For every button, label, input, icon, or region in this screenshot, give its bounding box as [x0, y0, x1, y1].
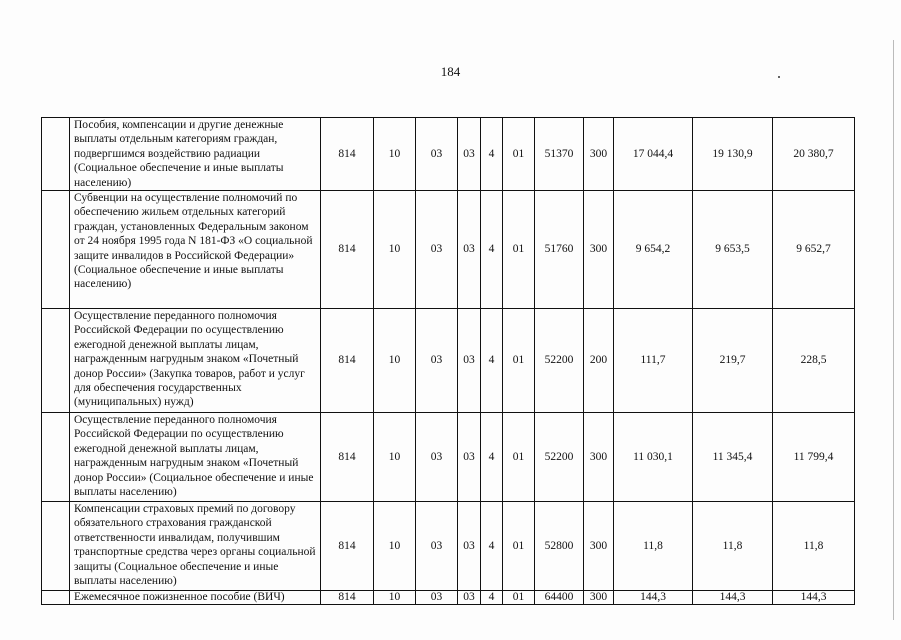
section-cell: 10 — [374, 591, 416, 605]
amount-year1-cell: 111,7 — [614, 309, 693, 413]
amount-year3-cell: 11,8 — [773, 502, 855, 591]
section-cell: 10 — [374, 502, 416, 591]
empty-cell — [42, 191, 70, 309]
subprogram-cell: 01 — [503, 191, 535, 309]
table-row — [42, 591, 855, 605]
expense-type-cell: 300 — [584, 191, 614, 309]
ministry-code-cell: 814 — [321, 591, 374, 605]
subprogram-cell: 01 — [503, 118, 535, 191]
target-item-cell: 64400 — [535, 591, 584, 605]
empty-cell — [42, 413, 70, 502]
program-cell: 03 — [458, 309, 481, 413]
subprogram-cell: 01 — [503, 591, 535, 605]
target-item-cell: 51370 — [535, 118, 584, 191]
subprogram-type-cell: 4 — [481, 191, 503, 309]
amount-year3-cell: 9 652,7 — [773, 191, 855, 309]
description-cell: Осуществление переданного полномочия Российской Федерации по осуществлению ежегодной денежной выплаты лицам, награжденным нагрудным знаком «Почетный донор России» (Закупка товаров, работ и услуг для обеспечения государственных (муниципальных) нужд) — [70, 309, 321, 413]
target-item-cell: 52200 — [535, 413, 584, 502]
description-cell: Компенсации страховых премий по договору обязательного страхования гражданской ответственности инвалидам, получившим транспортные средства через органы социальной защиты (Социальное обеспечение и иные выплаты населению) — [70, 502, 321, 591]
page-number: 184 — [440, 64, 461, 79]
scan-speck — [778, 76, 780, 78]
target-item-cell: 51760 — [535, 191, 584, 309]
scan-edge-line — [893, 40, 894, 620]
program-cell: 03 — [458, 191, 481, 309]
description-cell: Ежемесячное пожизненное пособие (ВИЧ) — [70, 591, 321, 605]
ministry-code-cell: 814 — [321, 502, 374, 591]
amount-year3-cell: 20 380,7 — [773, 118, 855, 191]
subsection-cell: 03 — [416, 502, 458, 591]
amount-year2-cell: 9 653,5 — [693, 191, 773, 309]
description-cell: Пособия, компенсации и другие денежные выплаты отдельным категориям граждан, подвергшимся воздействию радиации (Социальное обеспечение и иные выплаты населению) — [70, 118, 321, 191]
amount-year2-cell: 11,8 — [693, 502, 773, 591]
description-cell: Субвенции на осуществление полномочий по обеспечению жильем отдельных категорий граждан, установленных Федеральным законом от 24 ноября 1995 года N 181-ФЗ «О социальной защите инвалидов в Российской Федерации» (Социальное обеспечение и иные выплаты населению) — [70, 191, 321, 309]
empty-cell — [42, 591, 70, 605]
subprogram-cell: 01 — [503, 309, 535, 413]
table-row — [42, 191, 855, 309]
amount-year3-cell: 11 799,4 — [773, 413, 855, 502]
amount-year1-cell: 9 654,2 — [614, 191, 693, 309]
ministry-code-cell: 814 — [321, 413, 374, 502]
expense-type-cell: 200 — [584, 309, 614, 413]
section-cell: 10 — [374, 413, 416, 502]
amount-year1-cell: 17 044,4 — [614, 118, 693, 191]
amount-year3-cell: 144,3 — [773, 591, 855, 605]
subsection-cell: 03 — [416, 118, 458, 191]
expense-type-cell: 300 — [584, 591, 614, 605]
subprogram-cell: 01 — [503, 502, 535, 591]
target-item-cell: 52800 — [535, 502, 584, 591]
subprogram-type-cell: 4 — [481, 502, 503, 591]
program-cell: 03 — [458, 118, 481, 191]
ministry-code-cell: 814 — [321, 191, 374, 309]
subprogram-type-cell: 4 — [481, 118, 503, 191]
table-row — [42, 118, 855, 191]
subprogram-type-cell: 4 — [481, 413, 503, 502]
section-cell: 10 — [374, 191, 416, 309]
amount-year1-cell: 11 030,1 — [614, 413, 693, 502]
ministry-code-cell: 814 — [321, 309, 374, 413]
subsection-cell: 03 — [416, 413, 458, 502]
table-row — [42, 502, 855, 591]
amount-year2-cell: 144,3 — [693, 591, 773, 605]
amount-year1-cell: 144,3 — [614, 591, 693, 605]
amount-year3-cell: 228,5 — [773, 309, 855, 413]
program-cell: 03 — [458, 413, 481, 502]
expense-type-cell: 300 — [584, 118, 614, 191]
table-row — [42, 413, 855, 502]
amount-year1-cell: 11,8 — [614, 502, 693, 591]
amount-year2-cell: 11 345,4 — [693, 413, 773, 502]
subprogram-cell: 01 — [503, 413, 535, 502]
description-cell: Осуществление переданного полномочия Российской Федерации по осуществлению ежегодной денежной выплаты лицам, награжденным нагрудным знаком «Почетный донор России» (Социальное обеспечение и иные выплаты населению) — [70, 413, 321, 502]
expense-type-cell: 300 — [584, 413, 614, 502]
ministry-code-cell: 814 — [321, 118, 374, 191]
empty-cell — [42, 502, 70, 591]
subsection-cell: 03 — [416, 591, 458, 605]
subprogram-type-cell: 4 — [481, 309, 503, 413]
target-item-cell: 52200 — [535, 309, 584, 413]
section-cell: 10 — [374, 118, 416, 191]
subprogram-type-cell: 4 — [481, 591, 503, 605]
expense-type-cell: 300 — [584, 502, 614, 591]
section-cell: 10 — [374, 309, 416, 413]
subsection-cell: 03 — [416, 309, 458, 413]
program-cell: 03 — [458, 591, 481, 605]
budget-table — [41, 117, 855, 605]
empty-cell — [42, 118, 70, 191]
amount-year2-cell: 19 130,9 — [693, 118, 773, 191]
program-cell: 03 — [458, 502, 481, 591]
subsection-cell: 03 — [416, 191, 458, 309]
table-row — [42, 309, 855, 413]
amount-year2-cell: 219,7 — [693, 309, 773, 413]
empty-cell — [42, 309, 70, 413]
